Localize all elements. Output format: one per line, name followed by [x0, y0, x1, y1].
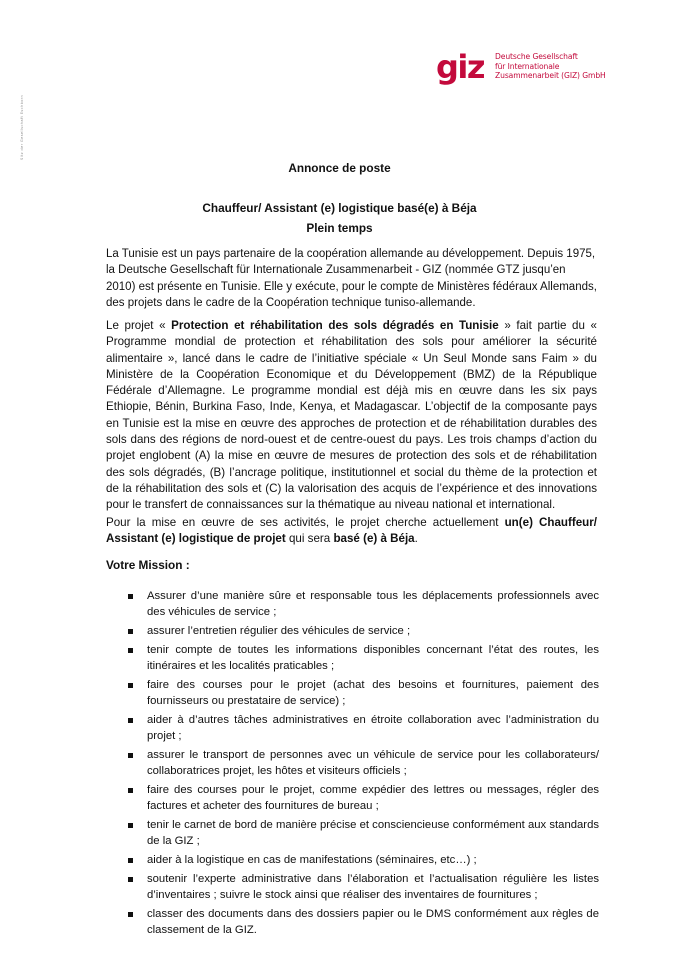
project-text-rest: » fait partie du « Programme mondial de protection et réhabilitation des sols pour améliorer la sécurité alimentaire », lancé dans le cadre de l’initiative spéciale « Un Seul Monde sans Faim » du Ministère de la Coopération Economique et du Développement (BMZ) de la République Fédérale d’Allemagne. Le programme mondial est déjà mis en œuvre dans les six pays Ethiopie, Bénin, Burkina Faso, Inde, Kenya, et Madagascar. L’objectif de la composante pays en Tunisie est la mise en œuvre des approches de protection et de réhabilitation durables des sols dans des régions de nord-ouest et de centre-ouest du pays. Les trois champs d’action du projet englobent (A) la mise en œuvre de mesures de protection des sols et de réhabilitation des sols dégradés, (B) l’ancrage politique, institutionnel et social du thème de la protection et de la réhabilitation des sols et (C) la valorisation des acquis de l’expérience et des innovations pour le transfert de connaissances sur la thématique au niveau national et international.	[106, 319, 597, 512]
recruitment-paragraph	[106, 515, 597, 548]
bullet-icon	[128, 629, 133, 634]
mission-text: faire des courses pour le projet (achat des besoins et fournitures, paiement des fournisseurs ou prestataire de service) ;	[147, 679, 599, 707]
mission-text: faire des courses pour le projet, comme expédier des lettres ou messages, régler des factures et acheter des fournitures de bureau ;	[147, 784, 599, 812]
bullet-icon	[128, 648, 133, 653]
bullet-icon	[128, 823, 133, 828]
mission-item	[128, 642, 599, 674]
bullet-icon	[128, 788, 133, 793]
bullet-icon	[128, 683, 133, 688]
mission-text: classer des documents dans des dossiers papier ou le DMS conformément aux règles de classement de la GIZ.	[147, 908, 599, 936]
giz-logo-mark	[436, 50, 490, 90]
announcement-heading: Annonce de poste	[288, 161, 391, 175]
intro-paragraph: La Tunisie est un pays partenaire de la coopération allemande au développement. Depuis 1975, la Deutsche Gesellschaft für Internationale Zusammenarbeit - GIZ (nommée GTZ jusqu’en 2010) est présente en Tunisie. Elle y exécute, pour le compte de Ministères fédéraux Allemands, des projets dans le cadre de la Coopération technique tuniso-allemande.	[106, 248, 597, 309]
mission-item	[128, 852, 599, 868]
giz-logo	[436, 50, 606, 90]
position-location: basé (e) à Béja	[333, 532, 415, 546]
project-name: Protection et réhabilitation des sols dégradés en Tunisie	[171, 319, 499, 332]
giz-logo-text	[495, 52, 606, 81]
project-text-start: Le projet «	[106, 319, 172, 332]
bullet-icon	[128, 858, 133, 863]
logo-line-2: für Internationale	[495, 61, 560, 71]
mission-item	[128, 817, 599, 849]
recruitment-text-mid: qui sera	[285, 532, 334, 546]
mission-list	[128, 588, 599, 941]
mission-text: aider à d’autres tâches administratives en étroite collaboration avec l’administration du projet ;	[147, 714, 599, 742]
logo-line-1: Deutsche Gesellschaft	[495, 52, 578, 61]
bullet-icon	[128, 753, 133, 758]
mission-text: assurer l’entretien régulier des véhicules de service ;	[147, 625, 411, 637]
bullet-icon	[128, 877, 133, 882]
position-name: un(e) Chauffeur/ Assistant (e) logistique de projet	[106, 516, 597, 546]
mission-text: Assurer d’une manière sûre et responsable tous les déplacements professionnels avec des véhicules de service ;	[147, 590, 599, 618]
side-legal-text: Sitz der Gesellschaft Eschborn	[20, 94, 24, 160]
mission-item	[128, 623, 599, 639]
mission-item	[128, 906, 599, 938]
mission-text: soutenir l’experte administrative dans l’élaboration et l’actualisation régulière les listes d’inventaires ; suivre le stock ainsi que réaliser des inventaires de fournitures ;	[147, 873, 599, 901]
recruitment-text-end: .	[414, 532, 418, 546]
svg-text:giz: giz	[436, 50, 484, 86]
mission-title: Votre Mission :	[106, 558, 190, 572]
mission-item	[128, 677, 599, 709]
mission-text: aider à la logistique en cas de manifestations (séminaires, etc…) ;	[147, 854, 477, 866]
mission-text: assurer le transport de personnes avec un véhicule de service pour les collaborateurs/ collaboratrices projet, les hôtes et visiteurs officiels ;	[147, 749, 599, 777]
recruitment-text-start: Pour la mise en œuvre de ses activités, le projet cherche actuellement	[106, 516, 505, 529]
mission-text: tenir le carnet de bord de manière précise et consciencieuse conformément aux standards de la GIZ ;	[147, 819, 599, 847]
bullet-icon	[128, 594, 133, 599]
mission-item	[128, 871, 599, 903]
job-time: Plein temps	[306, 221, 373, 235]
job-title: Chauffeur/ Assistant (e) logistique basé(e) à Béja	[202, 201, 477, 215]
mission-text: tenir compte de toutes les informations disponibles concernant l’état des routes, les itinéraires et les localités praticables ;	[147, 644, 599, 672]
logo-line-3: Zusammenarbeit (GIZ) GmbH	[495, 71, 606, 81]
bullet-icon	[128, 912, 133, 917]
project-paragraph	[106, 318, 597, 514]
bullet-icon	[128, 718, 133, 723]
mission-item	[128, 588, 599, 620]
mission-item	[128, 747, 599, 779]
mission-item	[128, 712, 599, 744]
mission-item	[128, 782, 599, 814]
